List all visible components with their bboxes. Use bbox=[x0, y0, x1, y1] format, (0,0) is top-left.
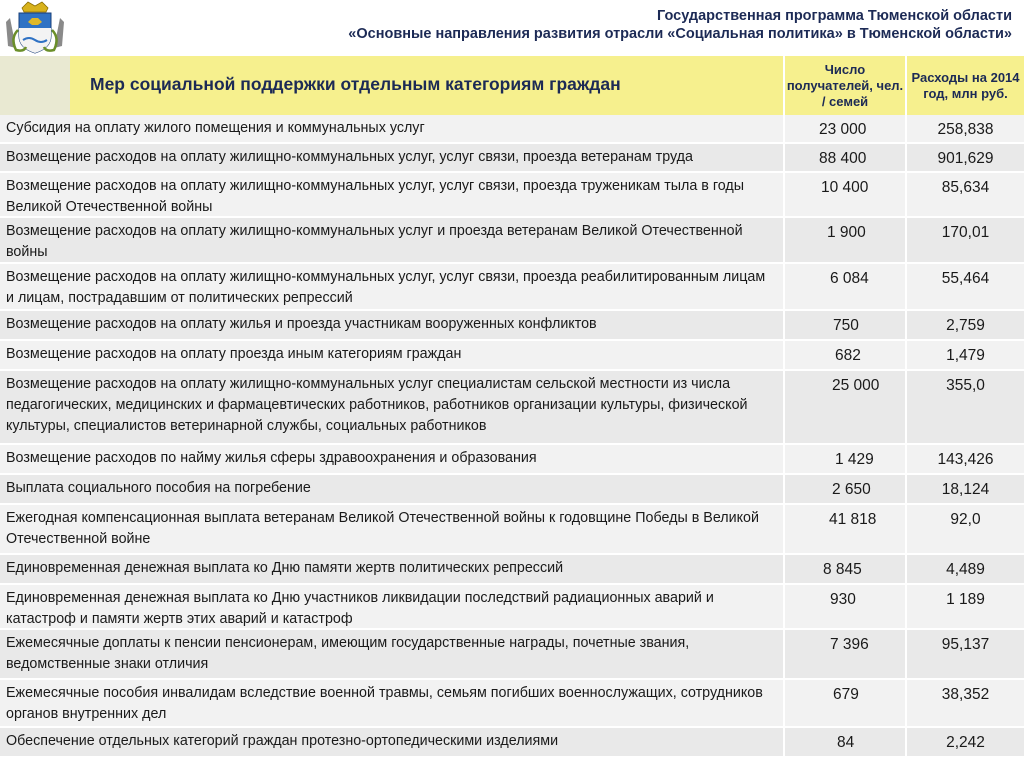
row-expense-amount: 4,489 bbox=[907, 555, 1024, 583]
table-row bbox=[0, 371, 1024, 445]
table-header bbox=[0, 56, 1024, 115]
table-row bbox=[0, 585, 1024, 630]
row-description: Возмещение расходов на оплату жилищно-коммунальных услуг и проезда ветеранам Великой Отечественной войны bbox=[0, 218, 783, 262]
row-description: Единовременная денежная выплата ко Дню памяти жертв политических репрессий bbox=[0, 555, 783, 583]
row-expense-amount: 55,464 bbox=[907, 264, 1024, 309]
title-bar-accent bbox=[0, 56, 70, 115]
row-description: Субсидия на оплату жилого помещения и коммунальных услуг bbox=[0, 115, 783, 142]
column-header-recipients: Число получателей, чел. / семей bbox=[785, 56, 905, 115]
row-recipients-cell bbox=[785, 144, 905, 171]
table-row bbox=[0, 264, 1024, 311]
row-recipients-count: 682 bbox=[835, 347, 861, 364]
row-description: Возмещение расходов по найму жилья сферы здравоохранения и образования bbox=[0, 445, 783, 473]
row-recipients-cell bbox=[785, 555, 905, 583]
row-description: Выплата социального пособия на погребение bbox=[0, 475, 783, 503]
row-expense-amount: 143,426 bbox=[907, 445, 1024, 473]
row-recipients-count: 7 396 bbox=[830, 636, 869, 653]
row-recipients-cell bbox=[785, 264, 905, 309]
row-recipients-count: 84 bbox=[837, 734, 855, 751]
row-expense-amount: 2,759 bbox=[907, 311, 1024, 339]
row-recipients-cell bbox=[785, 311, 905, 339]
row-description: Возмещение расходов на оплату жилищно-коммунальных услуг, услуг связи, проезда реабилитированным лицам и лицам, пострадавшим от политических репрессий bbox=[0, 264, 783, 309]
row-expense-amount: 258,838 bbox=[907, 115, 1024, 142]
row-recipients-cell bbox=[785, 115, 905, 142]
row-expense-amount: 355,0 bbox=[907, 371, 1024, 443]
row-recipients-cell bbox=[785, 445, 905, 473]
row-recipients-cell bbox=[785, 728, 905, 756]
row-description: Возмещение расходов на оплату жилищно-коммунальных услуг специалистам сельской местности из числа педагогических, медицинских и фармацевтических работников, работников организации культуры, физической культуры, специалистов ветеринарной службы, социальных работников bbox=[0, 371, 783, 443]
row-recipients-cell bbox=[785, 475, 905, 503]
row-expense-amount: 2,242 bbox=[907, 728, 1024, 756]
row-expense-amount: 170,01 bbox=[907, 218, 1024, 262]
row-recipients-count: 1 900 bbox=[827, 224, 866, 241]
row-expense-amount: 1 189 bbox=[907, 585, 1024, 628]
row-recipients-count: 930 bbox=[830, 591, 856, 608]
row-description: Ежегодная компенсационная выплата ветеранам Великой Отечественной войны к годовщине Победы в Великой Отечественной войне bbox=[0, 505, 783, 553]
table-row bbox=[0, 115, 1024, 144]
row-description: Обеспечение отдельных категорий граждан протезно-ортопедическими изделиями bbox=[0, 728, 783, 756]
tyumen-coat-of-arms-icon bbox=[2, 0, 68, 55]
table-title-bar bbox=[0, 56, 783, 115]
row-recipients-count: 1 429 bbox=[835, 451, 874, 468]
table-row bbox=[0, 173, 1024, 218]
program-title-line2: «Основные направления развития отрасли «Социальная политика» в Тюменской области» bbox=[348, 26, 1012, 42]
program-title bbox=[348, 7, 1012, 43]
table-row bbox=[0, 311, 1024, 341]
column-header-expenses: Расходы на 2014 год, млн руб. bbox=[907, 56, 1024, 115]
table-row bbox=[0, 630, 1024, 680]
row-expense-amount: 1,479 bbox=[907, 341, 1024, 369]
row-recipients-cell bbox=[785, 218, 905, 262]
row-recipients-count: 41 818 bbox=[829, 511, 877, 528]
row-description: Единовременная денежная выплата ко Дню участников ликвидации последствий радиационных аварий и катастроф и памяти жертв этих аварий и катастроф bbox=[0, 585, 783, 628]
row-recipients-cell bbox=[785, 371, 905, 443]
row-recipients-count: 23 000 bbox=[819, 121, 867, 138]
row-description: Возмещение расходов на оплату жилья и проезда участникам вооруженных конфликтов bbox=[0, 311, 783, 339]
row-recipients-count: 679 bbox=[833, 686, 859, 703]
row-recipients-count: 750 bbox=[833, 317, 859, 334]
row-description: Возмещение расходов на оплату проезда иным категориям граждан bbox=[0, 341, 783, 369]
row-recipients-count: 2 650 bbox=[832, 481, 871, 498]
row-recipients-count: 6 084 bbox=[830, 270, 869, 287]
table-row bbox=[0, 475, 1024, 505]
row-recipients-cell bbox=[785, 505, 905, 553]
row-recipients-count: 25 000 bbox=[832, 377, 880, 394]
row-expense-amount: 85,634 bbox=[907, 173, 1024, 216]
table-row bbox=[0, 505, 1024, 555]
row-recipients-count: 10 400 bbox=[821, 179, 869, 196]
row-recipients-count: 88 400 bbox=[819, 150, 867, 167]
row-recipients-cell bbox=[785, 585, 905, 628]
row-expense-amount: 95,137 bbox=[907, 630, 1024, 678]
table-row bbox=[0, 218, 1024, 264]
row-description: Возмещение расходов на оплату жилищно-коммунальных услуг, услуг связи, проезда ветеранам труда bbox=[0, 144, 783, 171]
table-row bbox=[0, 680, 1024, 728]
row-expense-amount: 901,629 bbox=[907, 144, 1024, 171]
table-row bbox=[0, 728, 1024, 758]
table-row bbox=[0, 555, 1024, 585]
row-expense-amount: 18,124 bbox=[907, 475, 1024, 503]
slide-header bbox=[0, 0, 1024, 56]
row-recipients-count: 8 845 bbox=[823, 561, 862, 578]
row-recipients-cell bbox=[785, 341, 905, 369]
table-title: Мер социальной поддержки отдельным категориям граждан bbox=[90, 74, 621, 94]
row-description: Возмещение расходов на оплату жилищно-коммунальных услуг, услуг связи, проезда труженикам тыла в годы Великой Отечественной войны bbox=[0, 173, 783, 216]
row-description: Ежемесячные пособия инвалидам вследствие военной травмы, семьям погибших военнослужащих, сотрудников органов внутренних дел bbox=[0, 680, 783, 726]
row-recipients-cell bbox=[785, 630, 905, 678]
table-row bbox=[0, 341, 1024, 371]
program-title-line1: Государственная программа Тюменской области bbox=[656, 8, 1012, 24]
row-recipients-cell bbox=[785, 680, 905, 726]
row-recipients-cell bbox=[785, 173, 905, 216]
row-expense-amount: 38,352 bbox=[907, 680, 1024, 726]
row-description: Ежемесячные доплаты к пенсии пенсионерам, имеющим государственные награды, почетные звания, ведомственные знаки отличия bbox=[0, 630, 783, 678]
row-expense-amount: 92,0 bbox=[907, 505, 1024, 553]
table-row bbox=[0, 445, 1024, 475]
table-row bbox=[0, 144, 1024, 173]
